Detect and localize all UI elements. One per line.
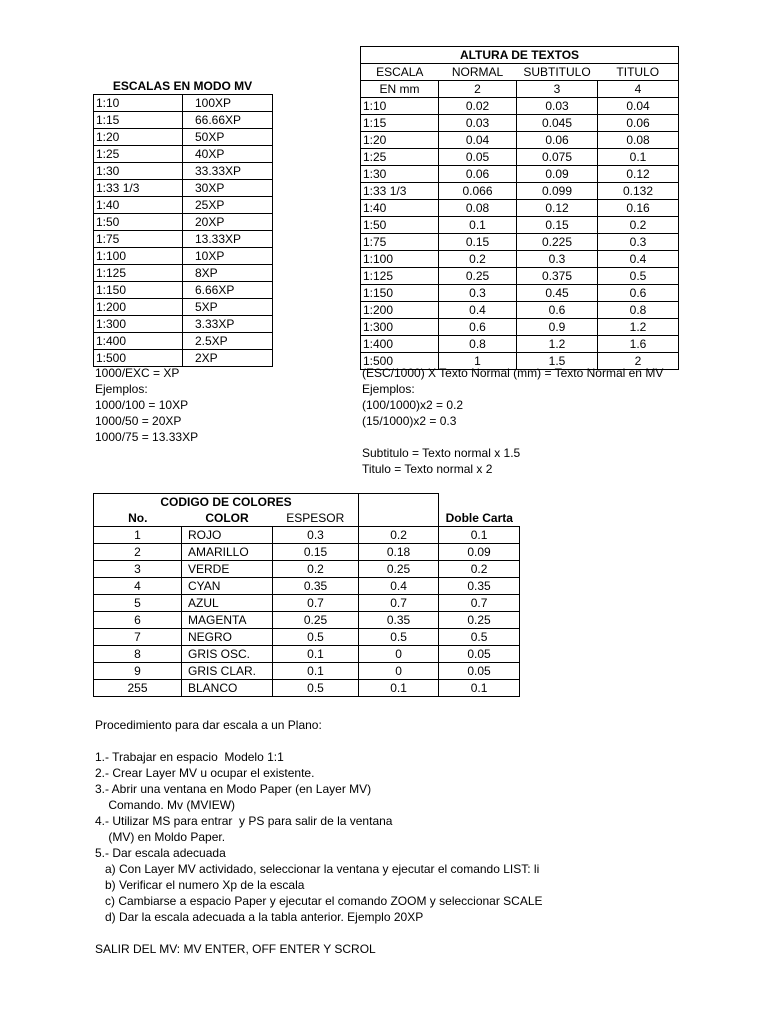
escala-cell: 1:20: [361, 132, 439, 149]
xp-cell: 13.33XP: [183, 231, 273, 248]
altura-value-cell: 0.04: [598, 98, 679, 115]
colores-cell: 0.05: [439, 646, 520, 663]
xp-cell: 50XP: [183, 129, 273, 146]
escala-cell: 1:200: [94, 299, 183, 316]
note-line: (ESC/1000) X Texto Normal (mm) = Texto Normal en MV: [362, 366, 664, 380]
note-line: 2.- Crear Layer MV u ocupar el existente.: [95, 766, 315, 780]
note-line: 1000/75 = 13.33XP: [95, 430, 199, 444]
colores-cell: 1: [94, 527, 182, 544]
xp-cell: 6.66XP: [183, 282, 273, 299]
note-line: [362, 429, 663, 445]
escala-cell: 1:15: [361, 115, 439, 132]
altura-textos-title: ALTURA DE TEXTOS: [361, 47, 679, 64]
table-row: [361, 302, 679, 319]
colores-header: No.: [94, 510, 182, 527]
escala-cell: 1:50: [361, 217, 439, 234]
colores-cell: 0.1: [439, 527, 520, 544]
colores-cell: 0.1: [359, 680, 439, 697]
altura-textos-block: [360, 46, 678, 370]
colores-cell: VERDE: [182, 561, 273, 578]
xp-cell: 2.5XP: [183, 333, 273, 350]
table-row: [94, 265, 273, 282]
xp-cell: 66.66XP: [183, 112, 273, 129]
table-row: [94, 680, 520, 697]
xp-cell: 5XP: [183, 299, 273, 316]
altura-value-cell: 0.1: [439, 217, 517, 234]
colores-header: ESPESOR: [273, 510, 359, 527]
table-row: [361, 336, 679, 353]
escala-cell: 1:15: [94, 112, 183, 129]
escala-cell: 1:400: [94, 333, 183, 350]
altura-value-cell: 0.2: [598, 217, 679, 234]
table-row: [94, 180, 273, 197]
escala-cell: 1:30: [361, 166, 439, 183]
colores-header: Doble Carta: [439, 510, 520, 527]
colores-cell: 0.2: [439, 561, 520, 578]
altura-value-cell: 0.8: [439, 336, 517, 353]
escala-cell: 1:300: [361, 319, 439, 336]
escala-cell: 1:20: [94, 129, 183, 146]
table-row: [94, 214, 273, 231]
colores-cell: 8: [94, 646, 182, 663]
table-row: [94, 350, 273, 367]
altura-value-cell: 1.2: [517, 336, 598, 353]
note-line: 4.- Utilizar MS para entrar y PS para salir de la ventana: [95, 814, 393, 828]
colores-cell: 0.25: [439, 612, 520, 629]
note-line: (100/1000)x2 = 0.2: [362, 398, 464, 412]
escala-cell: 1:75: [361, 234, 439, 251]
notes-right: [362, 365, 663, 477]
table-row: [94, 646, 520, 663]
xp-cell: 40XP: [183, 146, 273, 163]
table-row: [94, 629, 520, 646]
escalas-mv-table: [93, 94, 273, 367]
altura-value-cell: 0.5: [598, 268, 679, 285]
table-row: [361, 319, 679, 336]
colores-cell: 0.1: [273, 646, 359, 663]
table-row: [361, 268, 679, 285]
xp-cell: 2XP: [183, 350, 273, 367]
colores-cell: 0.09: [439, 544, 520, 561]
colores-cell: 4: [94, 578, 182, 595]
note-line: a) Con Layer MV actividado, seleccionar la ventana y ejecutar el comando LIST: li: [95, 862, 540, 876]
altura-value-cell: 0.132: [598, 183, 679, 200]
colores-cell: 0.18: [359, 544, 439, 561]
altura-value-cell: 0.09: [517, 166, 598, 183]
colores-table: [93, 493, 520, 697]
xp-cell: 3.33XP: [183, 316, 273, 333]
altura-value-cell: 1.5: [517, 353, 598, 370]
escala-cell: 1:150: [361, 285, 439, 302]
procedimiento: [95, 717, 543, 957]
escala-cell: 1:400: [361, 336, 439, 353]
colores-cell: NEGRO: [182, 629, 273, 646]
altura-subheader: 4: [598, 81, 679, 98]
altura-value-cell: 0.05: [439, 149, 517, 166]
xp-cell: 20XP: [183, 214, 273, 231]
colores-cell: 2: [94, 544, 182, 561]
escala-cell: 1:125: [94, 265, 183, 282]
note-line: 1000/50 = 20XP: [95, 414, 182, 428]
table-row: [94, 544, 520, 561]
escala-cell: 1:500: [361, 353, 439, 370]
table-row: [94, 578, 520, 595]
table-row: [361, 132, 679, 149]
colores-cell: 0.35: [359, 612, 439, 629]
altura-value-cell: 0.6: [598, 285, 679, 302]
colores-cell: 0.2: [273, 561, 359, 578]
colores-cell: AZUL: [182, 595, 273, 612]
notes-left: [95, 365, 198, 445]
colores-block: [93, 493, 519, 697]
altura-value-cell: 0.08: [439, 200, 517, 217]
escala-cell: 1:25: [361, 149, 439, 166]
note-line: [95, 925, 543, 941]
colores-cell: 0.25: [273, 612, 359, 629]
altura-value-cell: 0.25: [439, 268, 517, 285]
altura-value-cell: 0.03: [517, 98, 598, 115]
altura-value-cell: 0.03: [439, 115, 517, 132]
table-row: [361, 183, 679, 200]
table-row: [94, 316, 273, 333]
table-row: [94, 595, 520, 612]
escala-cell: 1:30: [94, 163, 183, 180]
altura-value-cell: 0.2: [439, 251, 517, 268]
colores-cell: 5: [94, 595, 182, 612]
table-row: [94, 231, 273, 248]
table-row: [94, 299, 273, 316]
altura-value-cell: 0.225: [517, 234, 598, 251]
escala-cell: 1:33 1/3: [361, 183, 439, 200]
altura-value-cell: 0.06: [439, 166, 517, 183]
altura-value-cell: 0.3: [517, 251, 598, 268]
altura-value-cell: 0.1: [598, 149, 679, 166]
altura-value-cell: 0.3: [439, 285, 517, 302]
table-row: [361, 251, 679, 268]
colores-cell: MAGENTA: [182, 612, 273, 629]
table-row: [361, 149, 679, 166]
altura-subheader: EN mm: [361, 81, 439, 98]
note-line: b) Verificar el numero Xp de la escala: [95, 878, 305, 892]
colores-cell: 0.35: [273, 578, 359, 595]
note-line: d) Dar la escala adecuada a la tabla anterior. Ejemplo 20XP: [95, 910, 424, 924]
colores-cell: 0.05: [439, 663, 520, 680]
altura-value-cell: 0.9: [517, 319, 598, 336]
note-line: Titulo = Texto normal x 2: [362, 462, 493, 476]
altura-value-cell: 0.4: [439, 302, 517, 319]
altura-value-cell: 1.6: [598, 336, 679, 353]
colores-cell: 0.15: [273, 544, 359, 561]
colores-header: COLOR: [182, 510, 273, 527]
table-row: [361, 166, 679, 183]
table-row: [94, 146, 273, 163]
xp-cell: 25XP: [183, 197, 273, 214]
xp-cell: 100XP: [183, 95, 273, 112]
altura-header: ESCALA: [376, 64, 424, 79]
altura-value-cell: 1.2: [598, 319, 679, 336]
note-line: 1.- Trabajar en espacio Modelo 1:1: [95, 750, 284, 764]
escala-cell: 1:40: [361, 200, 439, 217]
altura-value-cell: 0.15: [439, 234, 517, 251]
table-row: [361, 98, 679, 115]
note-line: 3.- Abrir una ventana en Modo Paper (en Layer MV): [95, 782, 372, 796]
escala-cell: 1:100: [94, 248, 183, 265]
table-row: [94, 248, 273, 265]
colores-cell: 0.7: [273, 595, 359, 612]
altura-textos-table: [360, 46, 679, 370]
colores-cell: 0.4: [359, 578, 439, 595]
escalas-mv-block: [93, 78, 272, 367]
escala-cell: 1:10: [94, 95, 183, 112]
altura-value-cell: 0.15: [517, 217, 598, 234]
altura-value-cell: 0.08: [598, 132, 679, 149]
colores-cell: 255: [94, 680, 182, 697]
altura-value-cell: 0.6: [439, 319, 517, 336]
altura-value-cell: 0.16: [598, 200, 679, 217]
altura-value-cell: 0.8: [598, 302, 679, 319]
escalas-mv-title: ESCALAS EN MODO MV: [112, 79, 253, 93]
table-row: [94, 282, 273, 299]
note-line: [95, 733, 543, 749]
note-line: Ejemplos:: [362, 382, 415, 396]
note-line: Subtitulo = Texto normal x 1.5: [362, 446, 521, 460]
altura-value-cell: 0.4: [598, 251, 679, 268]
colores-cell: 0.2: [359, 527, 439, 544]
colores-title: CODIGO DE COLORES: [94, 494, 359, 511]
colores-cell: 0.1: [439, 680, 520, 697]
escala-cell: 1:150: [94, 282, 183, 299]
colores-cell: GRIS CLAR.: [182, 663, 273, 680]
escala-cell: 1:10: [361, 98, 439, 115]
colores-cell: 0.25: [359, 561, 439, 578]
colores-cell: 0.35: [439, 578, 520, 595]
table-row: [94, 163, 273, 180]
escala-cell: 1:100: [361, 251, 439, 268]
altura-header: SUBTITULO: [523, 64, 591, 79]
xp-cell: 30XP: [183, 180, 273, 197]
colores-cell: 9: [94, 663, 182, 680]
colores-cell: 0: [359, 646, 439, 663]
escala-cell: 1:75: [94, 231, 183, 248]
xp-cell: 8XP: [183, 265, 273, 282]
altura-header: TITULO: [616, 64, 660, 79]
note-line: Comando. Mv (MVIEW): [95, 798, 236, 812]
escala-cell: 1:25: [94, 146, 183, 163]
xp-cell: 33.33XP: [183, 163, 273, 180]
colores-cell: CYAN: [182, 578, 273, 595]
note-line: (15/1000)x2 = 0.3: [362, 414, 457, 428]
note-line: (MV) en Moldo Paper.: [95, 830, 226, 844]
colores-cell: 0: [359, 663, 439, 680]
table-row: [94, 197, 273, 214]
escala-cell: 1:33 1/3: [94, 180, 183, 197]
escala-cell: 1:125: [361, 268, 439, 285]
note-line: SALIR DEL MV: MV ENTER, OFF ENTER Y SCROL: [95, 942, 376, 956]
colores-header: [359, 510, 439, 527]
note-line: 1000/EXC = XP: [95, 366, 180, 380]
altura-value-cell: 1: [439, 353, 517, 370]
table-row: [94, 527, 520, 544]
table-row: [94, 561, 520, 578]
table-row: [361, 234, 679, 251]
escala-cell: 1:300: [94, 316, 183, 333]
colores-cell: BLANCO: [182, 680, 273, 697]
altura-value-cell: 0.3: [598, 234, 679, 251]
colores-cell: 0.5: [273, 629, 359, 646]
altura-value-cell: 0.045: [517, 115, 598, 132]
altura-value-cell: 0.099: [517, 183, 598, 200]
altura-value-cell: 0.45: [517, 285, 598, 302]
altura-value-cell: 0.02: [439, 98, 517, 115]
table-row: [361, 115, 679, 132]
note-line: Ejemplos:: [95, 382, 148, 396]
note-line: 1000/100 = 10XP: [95, 398, 189, 412]
colores-cell: 0.7: [439, 595, 520, 612]
table-row: [94, 112, 273, 129]
altura-value-cell: 0.066: [439, 183, 517, 200]
colores-cell: GRIS OSC.: [182, 646, 273, 663]
table-row: [361, 285, 679, 302]
altura-value-cell: 0.12: [517, 200, 598, 217]
altura-value-cell: 0.6: [517, 302, 598, 319]
altura-value-cell: 0.075: [517, 149, 598, 166]
colores-cell: 7: [94, 629, 182, 646]
altura-value-cell: 0.04: [439, 132, 517, 149]
altura-header: NORMAL: [451, 64, 504, 79]
colores-cell: AMARILLO: [182, 544, 273, 561]
colores-cell: ROJO: [182, 527, 273, 544]
escala-cell: 1:40: [94, 197, 183, 214]
altura-value-cell: 0.375: [517, 268, 598, 285]
note-line: c) Cambiarse a espacio Paper y ejecutar el comando ZOOM y seleccionar SCALE: [95, 894, 543, 908]
table-row: [94, 663, 520, 680]
colores-cell: 3: [94, 561, 182, 578]
table-row: [94, 333, 273, 350]
xp-cell: 10XP: [183, 248, 273, 265]
altura-value-cell: 0.12: [598, 166, 679, 183]
note-line: 5.- Dar escala adecuada: [95, 846, 226, 860]
escala-cell: 1:500: [94, 350, 183, 367]
table-row: [361, 217, 679, 234]
table-row: [94, 95, 273, 112]
colores-cell: 0.5: [439, 629, 520, 646]
altura-value-cell: 2: [598, 353, 679, 370]
table-row: [94, 612, 520, 629]
table-row: [94, 129, 273, 146]
altura-subheader: 2: [439, 81, 517, 98]
colores-cell: 6: [94, 612, 182, 629]
altura-subheader: 3: [517, 81, 598, 98]
altura-value-cell: 0.06: [598, 115, 679, 132]
escala-cell: 1:50: [94, 214, 183, 231]
colores-cell: 0.3: [273, 527, 359, 544]
colores-cell: 0.5: [273, 680, 359, 697]
table-row: [361, 200, 679, 217]
escala-cell: 1:200: [361, 302, 439, 319]
altura-value-cell: 0.06: [517, 132, 598, 149]
colores-cell: 0.1: [273, 663, 359, 680]
colores-cell: 0.5: [359, 629, 439, 646]
colores-cell: 0.7: [359, 595, 439, 612]
note-line: Procedimiento para dar escala a un Plano:: [95, 718, 322, 732]
